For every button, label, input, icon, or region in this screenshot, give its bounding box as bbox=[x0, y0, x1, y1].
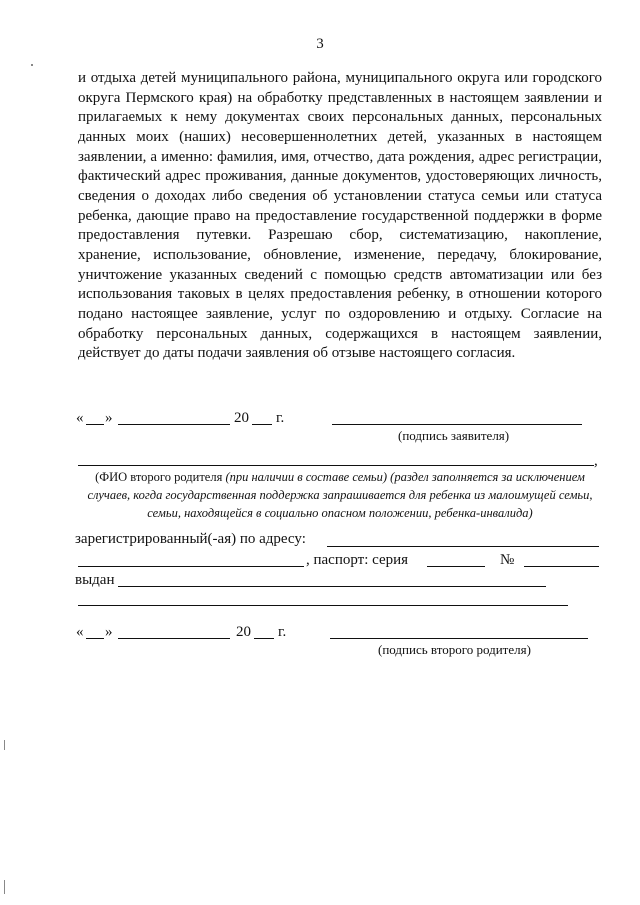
year-suffix: г. bbox=[278, 624, 287, 640]
registered-address-label: зарегистрированный(-ая) по адресу: bbox=[75, 531, 306, 547]
year-field[interactable] bbox=[254, 638, 274, 639]
page-number: 3 bbox=[316, 36, 324, 52]
scan-mark bbox=[4, 880, 5, 894]
address-field-1[interactable] bbox=[327, 546, 599, 547]
open-quote: « bbox=[76, 410, 84, 426]
second-parent-name-field[interactable] bbox=[78, 465, 594, 466]
passport-series-field[interactable] bbox=[427, 566, 485, 567]
applicant-signature-field[interactable] bbox=[332, 424, 582, 425]
close-quote: » bbox=[105, 624, 113, 640]
second-parent-signature-caption: (подпись второго родителя) bbox=[378, 642, 531, 657]
applicant-signature-caption: (подпись заявителя) bbox=[398, 428, 510, 443]
number-sign: № bbox=[500, 552, 515, 568]
issued-label: выдан bbox=[75, 572, 115, 588]
passport-number-field[interactable] bbox=[524, 566, 599, 567]
scan-mark bbox=[31, 64, 33, 66]
year-prefix: 20 bbox=[236, 624, 251, 640]
open-quote: « bbox=[76, 624, 84, 640]
second-parent-signature-field[interactable] bbox=[330, 638, 588, 639]
address-field-2[interactable] bbox=[78, 566, 304, 567]
year-prefix: 20 bbox=[234, 410, 249, 426]
scan-mark bbox=[4, 740, 5, 750]
issued-by-field-2[interactable] bbox=[78, 605, 568, 606]
day-field[interactable] bbox=[86, 424, 104, 425]
note-plain: (ФИО второго родителя bbox=[95, 470, 226, 484]
month-field[interactable] bbox=[118, 638, 230, 639]
consent-paragraph: и отдыха детей муниципального района, муниципального округа или городского округа Пермского края) на обработку представленных в настоящем заявлении и прилагаемых к нему документах своих персональных данных, персональных данных моих (наших) несовершеннолетних детей, указанных в настоящем заявлении, а именно: фамилия, имя, отчество, дата рождения, адрес регистрации, фактический адрес проживания, данные документов, удостоверяющих личность, сведения о доходах либо сведения об установлении статуса семьи или статуса ребенка, дающие право на предоставление государственной поддержки в форме предоставления путевки. Разрешаю сбор, систематизацию, накопление, хранение, использование, обновление, изменение, передачу, блокирование, уничтожение указанных сведений с помощью средств автоматизации или без использования таковых в целях предоставления ребенку, в отношении которого подано настоящее заявление, услуг по оздоровлению и отдыху. Согласие на обработку персональных данных, содержащихся в настоящем заявлении, действует до даты подачи заявления об отзыве настоящего согласия. bbox=[78, 70, 602, 362]
close-quote: » bbox=[105, 410, 113, 426]
issued-by-field-1[interactable] bbox=[118, 586, 546, 587]
name-field-comma: , bbox=[594, 453, 598, 469]
year-suffix: г. bbox=[276, 410, 285, 426]
year-field[interactable] bbox=[252, 424, 272, 425]
month-field[interactable] bbox=[118, 424, 230, 425]
passport-series-label: , паспорт: серия bbox=[306, 552, 409, 568]
day-field[interactable] bbox=[86, 638, 104, 639]
second-parent-note bbox=[80, 468, 600, 522]
note-italic: (при наличии в составе семьи) (раздел заполняется за исключением случаев, когда государственная поддержка запрашивается для ребенка из малоимущей семьи, семьи, находящейся в социально опасном положении, ребенка-инвалида) bbox=[87, 470, 593, 520]
